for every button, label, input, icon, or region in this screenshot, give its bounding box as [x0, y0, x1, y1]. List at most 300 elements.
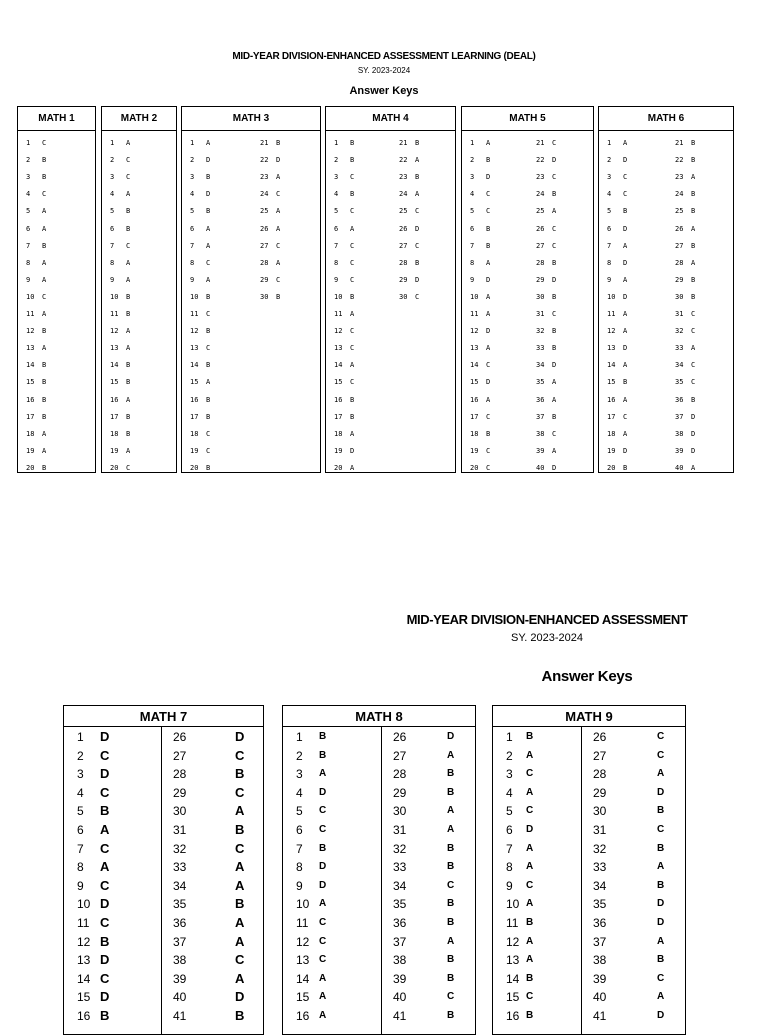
item-number: 10	[190, 292, 199, 301]
item-answer: C	[276, 190, 281, 199]
item-answer: C	[657, 972, 665, 984]
answer-item	[470, 139, 490, 148]
item-answer: C	[126, 156, 131, 165]
item-answer: A	[623, 361, 628, 370]
item-number: 17	[190, 412, 199, 421]
item-answer: C	[319, 954, 327, 966]
item-answer: C	[415, 207, 420, 216]
answer-item	[675, 225, 695, 234]
item-answer: B	[657, 879, 665, 891]
item-number: 10	[77, 897, 91, 912]
item-answer: A	[486, 139, 491, 147]
answer-item	[607, 276, 627, 285]
answer-item	[675, 464, 695, 473]
item-number: 12	[607, 327, 616, 336]
item-number: 39	[536, 446, 545, 455]
item-answer: C	[42, 190, 47, 199]
answer-item	[399, 156, 419, 165]
item-number: 19	[26, 446, 35, 455]
item-number: 29	[260, 275, 269, 284]
item-answer: D	[623, 292, 628, 301]
item-answer: B	[319, 731, 327, 742]
answer-item	[334, 173, 354, 182]
item-number: 32	[173, 841, 187, 856]
answer-item	[190, 327, 210, 336]
answer-item	[110, 396, 130, 405]
item-answer: A	[126, 275, 131, 284]
item-number: 7	[296, 841, 303, 856]
answer-item	[675, 378, 695, 387]
answer-item	[675, 276, 695, 285]
answer-column-3	[181, 106, 321, 473]
item-answer: A	[235, 859, 245, 875]
item-number: 14	[334, 361, 343, 370]
item-answer: A	[350, 310, 355, 318]
item-number: 23	[260, 173, 269, 182]
item-number: 2	[190, 156, 195, 165]
answer-item	[334, 293, 354, 302]
item-answer: C	[623, 190, 628, 199]
item-answer: A	[126, 344, 131, 353]
item-answer: B	[552, 190, 557, 199]
answer-item	[536, 190, 556, 199]
item-answer: C	[319, 935, 327, 947]
item-number: 10	[607, 292, 616, 301]
item-answer: A	[42, 207, 47, 216]
answer-item	[190, 293, 210, 302]
item-answer: A	[623, 139, 628, 147]
answer-item	[675, 344, 695, 353]
item-number: 13	[77, 953, 91, 968]
item-answer: B	[691, 275, 696, 284]
item-number: 35	[173, 897, 187, 912]
item-answer: A	[526, 749, 534, 761]
item-number: 36	[536, 395, 545, 404]
item-answer: D	[206, 190, 211, 199]
item-answer: C	[350, 207, 355, 216]
answer-item	[536, 259, 556, 268]
answer-item	[260, 293, 280, 302]
item-answer: D	[691, 446, 696, 455]
item-number: 14	[26, 361, 35, 370]
item-answer: C	[657, 749, 665, 761]
page1-subtitle: Answer Keys	[349, 85, 419, 97]
answer-item	[26, 139, 46, 148]
item-number: 33	[593, 860, 607, 875]
item-answer: A	[447, 805, 455, 817]
answer-item	[260, 242, 280, 251]
answer-item	[26, 344, 46, 353]
item-answer: D	[100, 952, 110, 968]
item-answer: B	[447, 1010, 455, 1021]
item-answer: A	[100, 859, 110, 875]
item-number: 10	[506, 897, 520, 912]
item-number: 15	[110, 378, 119, 387]
answer-item	[26, 276, 46, 285]
item-number: 8	[26, 258, 31, 267]
item-number: 36	[173, 916, 187, 930]
item-number: 8	[334, 258, 339, 267]
item-answer: B	[42, 173, 47, 182]
item-answer: B	[447, 898, 455, 910]
answer-item	[536, 293, 556, 302]
item-answer: C	[350, 327, 355, 336]
item-number: 1	[334, 139, 339, 147]
item-number: 1	[470, 139, 475, 147]
item-answer: B	[206, 173, 211, 182]
item-number: 8	[296, 860, 303, 875]
item-number: 34	[393, 878, 407, 893]
item-answer: D	[206, 156, 211, 165]
item-number: 3	[607, 173, 612, 182]
item-answer: C	[42, 292, 47, 301]
item-answer: B	[350, 139, 355, 147]
item-number: 28	[675, 258, 684, 267]
item-number: 13	[470, 344, 479, 353]
answer-item	[470, 156, 490, 165]
item-number: 3	[506, 767, 513, 782]
item-number: 35	[536, 378, 545, 387]
item-answer: C	[206, 310, 211, 318]
answer-item	[110, 430, 130, 439]
item-number: 5	[110, 207, 115, 216]
item-number: 6	[506, 823, 513, 837]
answer-column-1	[17, 106, 96, 473]
item-answer: D	[350, 446, 355, 455]
item-answer: A	[526, 786, 534, 798]
item-number: 17	[470, 412, 479, 421]
item-number: 7	[77, 841, 84, 856]
item-number: 16	[506, 1009, 520, 1023]
item-answer: C	[552, 310, 557, 318]
item-answer: B	[206, 327, 211, 336]
item-answer: C	[552, 173, 557, 182]
item-answer: B	[206, 395, 211, 404]
answer-item	[190, 259, 210, 268]
item-number: 37	[173, 934, 187, 949]
item-answer: D	[235, 729, 245, 744]
answer-item	[607, 173, 627, 182]
page2-subtitle: Answer Keys	[541, 668, 633, 685]
answer-item	[190, 413, 210, 422]
answer-item	[26, 378, 46, 387]
item-number: 33	[536, 344, 545, 353]
item-number: 9	[110, 275, 115, 284]
item-answer: A	[126, 139, 131, 147]
answer-item	[536, 207, 556, 216]
answer-item	[334, 464, 354, 473]
item-answer: A	[447, 935, 455, 947]
item-number: 11	[110, 310, 119, 318]
answer-item	[110, 156, 130, 165]
item-number: 17	[26, 412, 35, 421]
item-answer: C	[691, 361, 696, 370]
item-answer: A	[486, 344, 491, 353]
item-answer: C	[126, 463, 131, 472]
item-answer: A	[235, 915, 245, 930]
item-number: 25	[260, 207, 269, 216]
answer-item	[675, 173, 695, 182]
answer-item	[334, 207, 354, 216]
item-number: 13	[190, 344, 199, 353]
item-answer: B	[42, 156, 47, 165]
item-answer: C	[552, 224, 557, 233]
answer-item	[110, 344, 130, 353]
item-number: 9	[296, 878, 303, 893]
item-answer: C	[486, 463, 491, 472]
item-answer: A	[319, 972, 327, 984]
item-answer: D	[319, 786, 327, 798]
item-number: 37	[536, 412, 545, 421]
item-number: 5	[190, 207, 195, 216]
item-answer: C	[691, 327, 696, 336]
item-number: 29	[393, 785, 407, 800]
answer-item	[334, 361, 354, 370]
answer-item	[470, 344, 490, 353]
item-answer: B	[447, 954, 455, 966]
item-answer: C	[235, 784, 245, 800]
answer-item	[110, 447, 130, 456]
item-number: 19	[607, 446, 616, 455]
item-number: 18	[334, 429, 343, 438]
item-answer: C	[415, 241, 420, 250]
item-answer: A	[415, 190, 420, 199]
answer-item	[536, 447, 556, 456]
item-number: 6	[470, 224, 475, 233]
item-number: 13	[506, 953, 520, 968]
item-answer: A	[276, 207, 281, 216]
answer-item	[26, 464, 46, 473]
item-number: 4	[77, 785, 84, 800]
item-number: 13	[110, 344, 119, 353]
answer-item	[26, 173, 46, 182]
item-number: 13	[607, 344, 616, 353]
item-answer: B	[350, 292, 355, 301]
answer-item	[607, 310, 627, 319]
item-number: 28	[536, 258, 545, 267]
answer-item	[26, 361, 46, 370]
item-number: 15	[607, 378, 616, 387]
item-number: 12	[334, 327, 343, 336]
answer-item	[607, 207, 627, 216]
column-header: MATH 5	[462, 107, 593, 131]
item-answer: C	[526, 879, 534, 891]
answer-item	[260, 139, 280, 148]
answer-item	[536, 225, 556, 234]
item-answer: C	[350, 241, 355, 250]
item-number: 12	[26, 327, 35, 336]
item-number: 14	[110, 361, 119, 370]
answer-item	[334, 259, 354, 268]
item-number: 29	[675, 275, 684, 284]
answer-item	[470, 378, 490, 387]
item-answer: D	[100, 989, 110, 1005]
item-answer: A	[319, 991, 327, 1003]
answer-item	[110, 327, 130, 336]
item-answer: B	[42, 412, 47, 421]
item-answer: A	[691, 258, 696, 267]
item-answer: A	[552, 207, 557, 216]
item-answer: A	[42, 344, 47, 353]
item-answer: C	[486, 361, 491, 370]
item-answer: B	[447, 861, 455, 873]
item-number: 2	[470, 156, 475, 165]
item-answer: B	[350, 412, 355, 421]
item-answer: B	[447, 786, 455, 798]
item-number: 12	[470, 327, 479, 336]
item-answer: A	[276, 224, 281, 233]
item-answer: A	[350, 429, 355, 438]
item-number: 6	[26, 224, 31, 233]
answer-item	[190, 190, 210, 199]
item-answer: A	[206, 241, 211, 250]
item-number: 1	[506, 730, 513, 744]
item-answer: B	[126, 310, 131, 318]
answer-item	[675, 259, 695, 268]
item-answer: C	[276, 275, 281, 284]
answer-item	[470, 190, 490, 199]
item-answer: D	[276, 156, 281, 165]
item-answer: A	[447, 824, 455, 835]
item-number: 14	[77, 971, 91, 986]
answer-item	[26, 259, 46, 268]
item-number: 1	[296, 730, 303, 744]
item-number: 13	[296, 953, 310, 968]
answer-item	[470, 310, 490, 319]
item-answer: C	[276, 241, 281, 250]
item-answer: C	[552, 429, 557, 438]
item-answer: A	[235, 970, 245, 986]
answer-item	[399, 173, 419, 182]
item-number: 18	[110, 429, 119, 438]
item-number: 16	[190, 395, 199, 404]
answer-item	[334, 430, 354, 439]
item-number: 24	[399, 190, 408, 199]
item-answer: A	[235, 933, 245, 949]
item-number: 20	[190, 463, 199, 472]
item-answer: B	[42, 463, 47, 472]
item-answer: A	[350, 361, 355, 370]
item-number: 2	[334, 156, 339, 165]
item-number: 18	[470, 429, 479, 438]
item-answer: B	[206, 361, 211, 370]
answer-item	[675, 413, 695, 422]
item-answer: A	[552, 378, 557, 387]
item-number: 8	[506, 860, 513, 875]
item-answer: A	[276, 173, 281, 182]
item-answer: B	[657, 842, 665, 854]
answer-item	[607, 139, 627, 148]
item-number: 36	[393, 916, 407, 930]
item-number: 3	[296, 767, 303, 782]
item-answer: A	[657, 768, 665, 780]
answer-item	[607, 361, 627, 370]
answer-item	[110, 464, 130, 473]
item-answer: A	[350, 224, 355, 233]
item-number: 15	[77, 990, 91, 1005]
item-number: 27	[675, 241, 684, 250]
answer-item	[607, 242, 627, 251]
item-answer: B	[206, 207, 211, 216]
item-number: 7	[26, 241, 31, 250]
item-number: 14	[190, 361, 199, 370]
item-answer: D	[623, 224, 628, 233]
item-number: 21	[260, 139, 269, 147]
item-number: 30	[173, 804, 187, 819]
answer-column-5	[461, 106, 594, 473]
item-answer: C	[447, 879, 455, 891]
answer-item	[110, 225, 130, 234]
item-number: 16	[110, 395, 119, 404]
item-number: 15	[190, 378, 199, 387]
item-answer: A	[319, 768, 327, 780]
item-number: 23	[399, 173, 408, 182]
item-number: 10	[296, 897, 310, 912]
item-number: 5	[77, 804, 84, 819]
answer-item	[470, 361, 490, 370]
item-number: 2	[607, 156, 612, 165]
item-answer: D	[623, 258, 628, 267]
item-number: 35	[675, 378, 684, 387]
item-number: 20	[607, 463, 616, 472]
item-number: 16	[470, 395, 479, 404]
item-answer: A	[100, 822, 110, 837]
item-answer: B	[126, 207, 131, 216]
item-number: 19	[190, 446, 199, 455]
answer-item	[470, 207, 490, 216]
item-number: 39	[593, 971, 607, 986]
item-number: 32	[393, 841, 407, 856]
item-number: 38	[173, 953, 187, 968]
item-answer: A	[526, 954, 534, 966]
item-number: 15	[506, 990, 520, 1005]
item-answer: C	[623, 173, 628, 182]
item-answer: C	[235, 952, 245, 968]
item-number: 41	[393, 1009, 407, 1023]
answer-item	[536, 327, 556, 336]
item-answer: B	[691, 207, 696, 216]
item-answer: A	[42, 310, 47, 318]
item-number: 5	[334, 207, 339, 216]
item-answer: A	[206, 378, 211, 387]
item-number: 13	[26, 344, 35, 353]
answer-item	[190, 156, 210, 165]
answer-item	[334, 276, 354, 285]
item-number: 16	[26, 395, 35, 404]
item-number: 14	[296, 971, 310, 986]
answer-item	[399, 225, 419, 234]
item-answer: C	[319, 805, 327, 817]
item-answer: C	[206, 344, 211, 353]
answer-item	[536, 396, 556, 405]
item-number: 3	[110, 173, 115, 182]
item-answer: D	[319, 879, 327, 891]
answer-item	[675, 139, 695, 148]
item-answer: A	[691, 224, 696, 233]
answer-item	[536, 173, 556, 182]
item-number: 34	[536, 361, 545, 370]
item-number: 35	[593, 897, 607, 912]
answer-item	[470, 327, 490, 336]
item-number: 26	[593, 730, 607, 744]
item-answer: B	[552, 327, 557, 336]
answer-item	[607, 378, 627, 387]
item-answer: C	[552, 139, 557, 147]
item-answer: A	[206, 139, 211, 147]
item-number: 20	[110, 463, 119, 472]
answer-item	[190, 430, 210, 439]
item-answer: C	[126, 173, 131, 182]
